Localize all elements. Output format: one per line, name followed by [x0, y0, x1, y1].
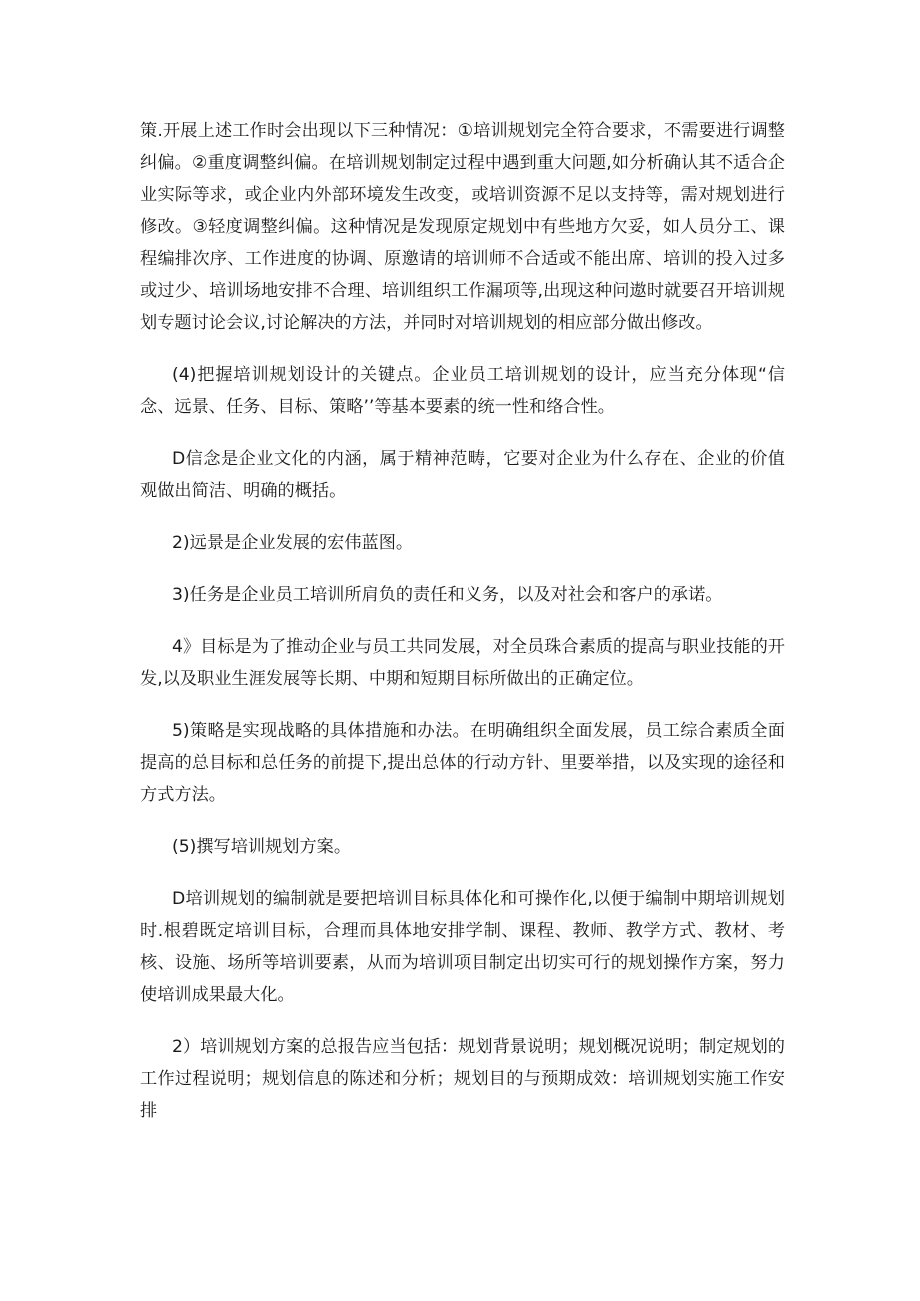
paragraph-continuation: 策.开展上述工作时会出现以下三种情况：①培训规划完全符合要求，不需要进行调整纠偏。②重度调整纠偏。在培训规划制定过程中遇到重大问题,如分析确认其不适合企业实际等求，或企业内外部环境发生改变，或培训资源不足以支持等，需对规划进行修改。③轻度调整纠偏。这种情况是发现原定规划中有些地方欠妥，如人员分工、课程编排次序、工作进度的协调、原邀请的培训师不合适或不能出席、培训的投入过多或过少、培训场地安排不合理、培训组织工作漏项等,出现这种问遨时就要召开培训规划专题讨论会议,讨论解决的方法，并同时对培训规划的相应部分做出修改。 [140, 121, 785, 333]
paragraph-write-plan: (5)撰写培训规划方案。 [172, 837, 352, 857]
paragraph-plan-report: 2）培训规划方案的总报告应当包括：规划背景说明；规划概况说明；制定规划的工作过程说明；规划信息的陈述和分析；规划目的与预期成效：培训规划实施工作安排 [140, 1037, 785, 1121]
paragraph-plan-compile: D培训规划的编制就是要把培训目标具体化和可操作化,以便于编制中期培训规划时.根碧既定培训目标，合理而具体地安排学制、课程、教师、教学方式、教材、考核、设施、场所等培训要素，从而为培训项目制定出切实可行的规划操作方案，努力使培训成果最大化。 [140, 889, 785, 1005]
paragraph-strategy: 5)策略是实现战略的具体措施和办法。在明确组织全面发展，员工综合素质全面提高的总目标和总任务的前提下,提出总体的行动方针、里要举措，以及实现的途径和方式方法。 [140, 721, 785, 805]
paragraph-vision: 2)远景是企业发展的宏伟蓝图。 [172, 533, 414, 553]
paragraph-mission: 3)任务是企业员工培训所肩负的责任和义务，以及对社会和客户的承诺。 [172, 585, 723, 605]
paragraph-belief: D信念是企业文化的内涵，属于精神范畴，它要对企业为什么存在、企业的价值观做出简洁、明确的概括。 [140, 449, 785, 501]
paragraph-key-points: (4)把握培训规划设计的关键点。企业员工培训规划的设计，应当充分体现“信念、远景、任务、目标、策略’’等基本要素的统一性和络合性。 [140, 365, 785, 417]
paragraph-goal: 4》目标是为了推动企业与员工共同发展，对全员珠合素质的提高与职业技能的开发,以及职业生涯发展等长期、中期和短期目标所做出的正确定位。 [140, 637, 785, 689]
document-page [140, 115, 785, 1147]
